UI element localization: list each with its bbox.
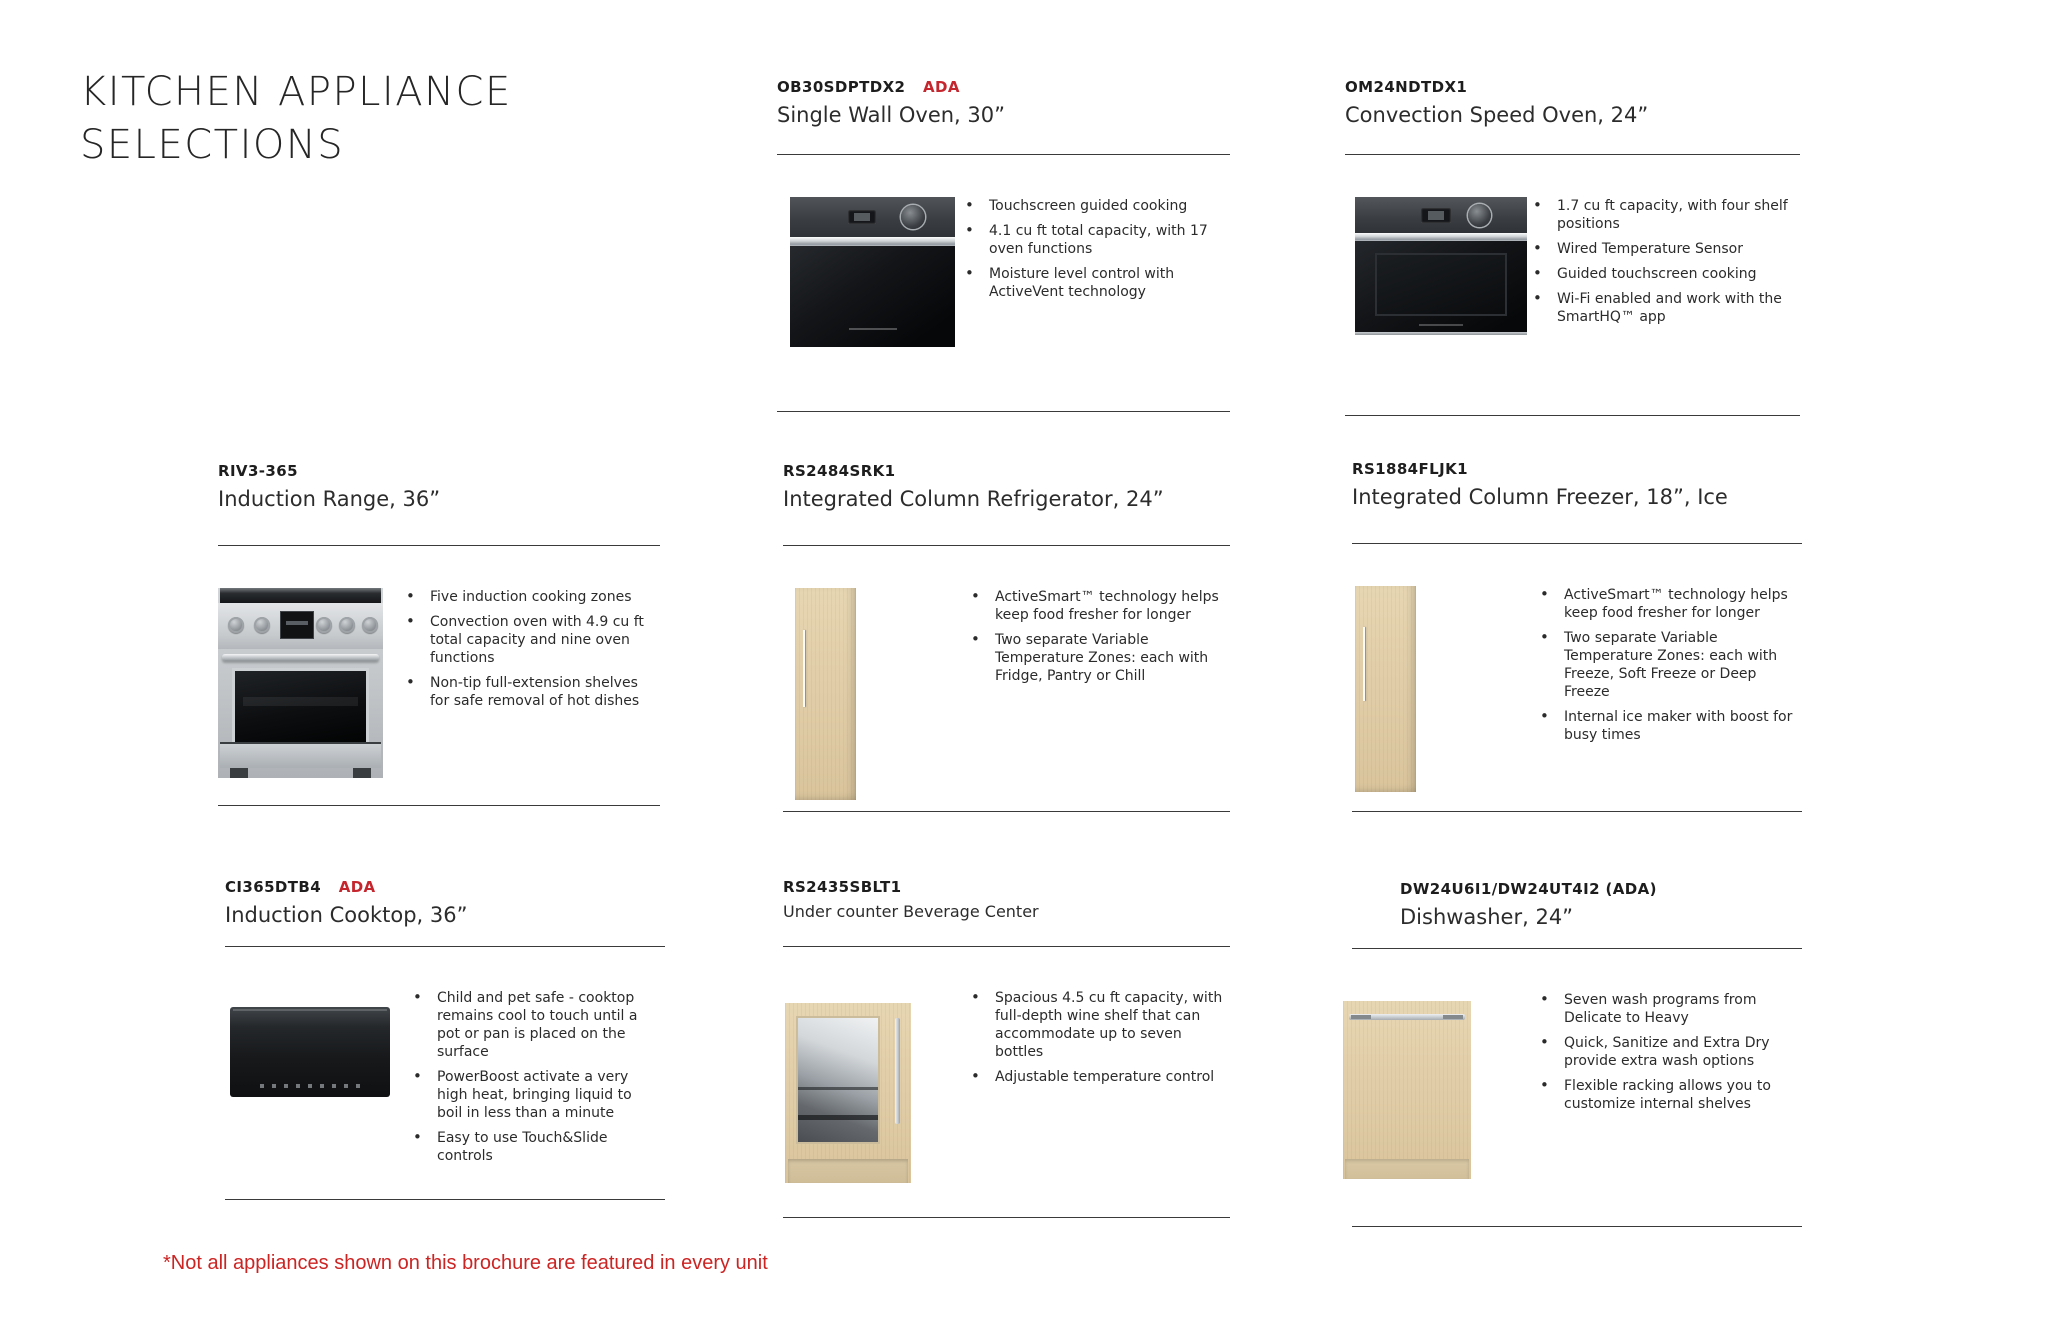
product-card-induction-range (218, 462, 660, 806)
product-body (783, 546, 1230, 800)
model-line (1352, 460, 1802, 478)
kick-plate (788, 1159, 908, 1183)
oven-handle (222, 654, 379, 661)
control-panel (218, 603, 383, 649)
cooktop-surface (220, 588, 381, 603)
feature-item: • PowerBoost activate a very high heat, bringing liquid to boil in less than a minute (411, 1068, 659, 1122)
product-header (225, 878, 665, 946)
model-line (1345, 78, 1800, 96)
product-body (1345, 155, 1800, 335)
stainless-trim (1355, 233, 1527, 241)
product-name: Under counter Beverage Center (783, 902, 1039, 921)
feature-list (1531, 197, 1800, 335)
product-name: Single Wall Oven, 30” (777, 103, 1006, 127)
product-header (218, 462, 660, 545)
feature-item: • Two separate Variable Temperature Zones: each with Fridge, Pantry or Chill (969, 631, 1224, 685)
product-name: Induction Range, 36” (218, 487, 441, 511)
single-wall-oven-image (790, 197, 955, 347)
page-title-line2: SELECTIONS (80, 122, 345, 168)
oven-door (790, 246, 955, 347)
storage-drawer (220, 742, 381, 768)
door-handle (1349, 1014, 1465, 1020)
divider-line (1352, 811, 1802, 812)
feature-item: • Convection oven with 4.9 cu ft total capacity and nine oven functions (404, 613, 654, 667)
product-image-column (777, 197, 963, 347)
feature-item: • 4.1 cu ft total capacity, with 17 oven functions (963, 222, 1224, 258)
product-card-dishwasher (1352, 880, 1802, 1227)
model-line (777, 78, 1230, 96)
integrated-column-freezer-image (1355, 586, 1416, 792)
door-handle (895, 1018, 900, 1124)
model-number: RS2435SBLT1 (783, 878, 902, 896)
range-knob (228, 617, 244, 633)
oven-door (1355, 241, 1527, 332)
oven-knob (901, 205, 925, 229)
product-name: Induction Cooktop, 36” (225, 903, 468, 927)
model-number: CI365DTB4 (225, 878, 322, 896)
touch-controls (260, 1084, 360, 1088)
shelf-line (798, 1087, 878, 1090)
range-display (280, 611, 314, 639)
induction-cooktop-image (230, 1007, 390, 1097)
convection-speed-oven-image (1355, 197, 1527, 335)
glass-door (796, 1016, 880, 1144)
product-card-convection-speed-oven (1345, 78, 1800, 416)
feature-list (404, 588, 660, 778)
feature-list (969, 989, 1230, 1183)
feature-item: • ActiveSmart™ technology helps keep food fresher for longer (969, 588, 1224, 624)
beverage-center-image (785, 1003, 911, 1183)
product-body (1352, 949, 1802, 1179)
model-line (225, 878, 665, 896)
feature-item: • Flexible racking allows you to customize internal shelves (1538, 1077, 1796, 1113)
feature-item: • Wired Temperature Sensor (1531, 240, 1794, 258)
feature-item: • Internal ice maker with boost for busy times (1538, 708, 1796, 744)
induction-range-image (218, 588, 383, 778)
product-image-column (783, 588, 969, 800)
model-line (783, 878, 1230, 896)
feature-item: • ActiveSmart™ technology helps keep food fresher for longer (1538, 586, 1796, 622)
integrated-column-refrigerator-image (795, 588, 856, 800)
product-image-column (225, 989, 411, 1172)
feature-item: • Adjustable temperature control (969, 1068, 1224, 1086)
feature-item: • 1.7 cu ft capacity, with four shelf positions (1531, 197, 1794, 233)
kick-plate (1345, 1159, 1469, 1179)
product-name: Convection Speed Oven, 24” (1345, 103, 1649, 127)
feature-list (963, 197, 1230, 347)
product-card-single-wall-oven (777, 78, 1230, 412)
range-leg (353, 768, 371, 778)
brand-mark (1419, 324, 1463, 326)
divider-line (218, 805, 660, 806)
page-title-line1: KITCHEN APPLIANCE (80, 69, 512, 115)
product-image-column (1352, 586, 1538, 792)
product-header (777, 78, 1230, 154)
product-name: Dishwasher, 24” (1400, 905, 1574, 929)
product-body (1352, 544, 1802, 792)
feature-item: • Child and pet safe - cooktop remains cool to touch until a pot or pan is placed on the surface (411, 989, 659, 1061)
feature-list (411, 989, 665, 1172)
dishwasher-image (1343, 1001, 1471, 1179)
oven-window (1375, 253, 1507, 316)
model-line (218, 462, 660, 480)
product-name: Integrated Column Refrigerator, 24” (783, 487, 1164, 511)
model-number: RS2484SRK1 (783, 462, 896, 480)
model-number: RS1884FLJK1 (1352, 460, 1468, 478)
product-header (1352, 880, 1802, 948)
range-knob (254, 617, 270, 633)
oven-window (232, 668, 369, 746)
product-image-column (1345, 197, 1531, 335)
model-number: OM24NDTDX1 (1345, 78, 1468, 96)
product-body (783, 947, 1230, 1183)
product-body (218, 546, 660, 778)
product-body (777, 155, 1230, 347)
product-image-column (783, 989, 969, 1183)
oven-display (848, 210, 876, 224)
stainless-trim (790, 237, 955, 246)
feature-item: • Quick, Sanitize and Extra Dry provide extra wash options (1538, 1034, 1796, 1070)
ada-badge: ADA (923, 78, 960, 96)
range-knob (316, 617, 332, 633)
product-card-column-refrigerator (783, 462, 1230, 812)
feature-list (1538, 586, 1802, 792)
product-card-induction-cooktop (225, 878, 665, 1200)
range-leg (230, 768, 248, 778)
product-header (783, 878, 1230, 946)
product-body (225, 947, 665, 1172)
range-knob (339, 617, 355, 633)
door-handle (1363, 627, 1365, 701)
shelf-line (798, 1115, 878, 1120)
product-header (1352, 460, 1802, 543)
feature-item: • Spacious 4.5 cu ft capacity, with full-depth wine shelf that can accommodate up to seven bottles (969, 989, 1224, 1061)
feature-list (969, 588, 1230, 800)
feature-item: • Seven wash programs from Delicate to Heavy (1538, 991, 1796, 1027)
feature-item: • Touchscreen guided cooking (963, 197, 1224, 215)
feature-item: • Five induction cooking zones (404, 588, 654, 606)
model-line (783, 462, 1230, 480)
door-handle (803, 630, 805, 706)
model-number: OB30SDPTDX2 (777, 78, 906, 96)
oven-display (1421, 208, 1451, 223)
footnote: *Not all appliances shown on this brochure are featured in every unit (163, 1252, 768, 1274)
range-knob (362, 617, 378, 633)
feature-item: • Two separate Variable Temperature Zones: each with Freeze, Soft Freeze or Deep Freeze (1538, 629, 1796, 701)
oven-knob (1468, 204, 1491, 227)
model-line (1400, 880, 1802, 898)
divider-line (783, 811, 1230, 812)
model-number: DW24U6I1/DW24UT4I2 (ADA) (1400, 880, 1657, 898)
feature-item: • Moisture level control with ActiveVent technology (963, 265, 1224, 301)
divider-line (1352, 1226, 1802, 1227)
product-image-column (218, 588, 404, 778)
product-card-beverage-center (783, 878, 1230, 1218)
divider-line (777, 411, 1230, 412)
divider-line (1345, 415, 1800, 416)
feature-list (1538, 991, 1802, 1179)
feature-item: • Non-tip full-extension shelves for safe removal of hot dishes (404, 674, 654, 710)
product-image-column (1352, 991, 1538, 1179)
model-number: RIV3-365 (218, 462, 298, 480)
divider-line (783, 1217, 1230, 1218)
brand-mark (849, 328, 897, 330)
feature-item: • Easy to use Touch&Slide controls (411, 1129, 659, 1165)
ada-badge: ADA (338, 878, 376, 896)
page-title (80, 66, 512, 172)
stainless-base (1355, 332, 1527, 335)
feature-item: • Wi-Fi enabled and work with the SmartHQ™ app (1531, 290, 1794, 326)
feature-item: • Guided touchscreen cooking (1531, 265, 1794, 283)
divider-line (225, 1199, 665, 1200)
product-name: Integrated Column Freezer, 18”, Ice (1352, 485, 1728, 509)
product-card-column-freezer (1352, 460, 1802, 812)
product-header (783, 462, 1230, 545)
product-header (1345, 78, 1800, 154)
